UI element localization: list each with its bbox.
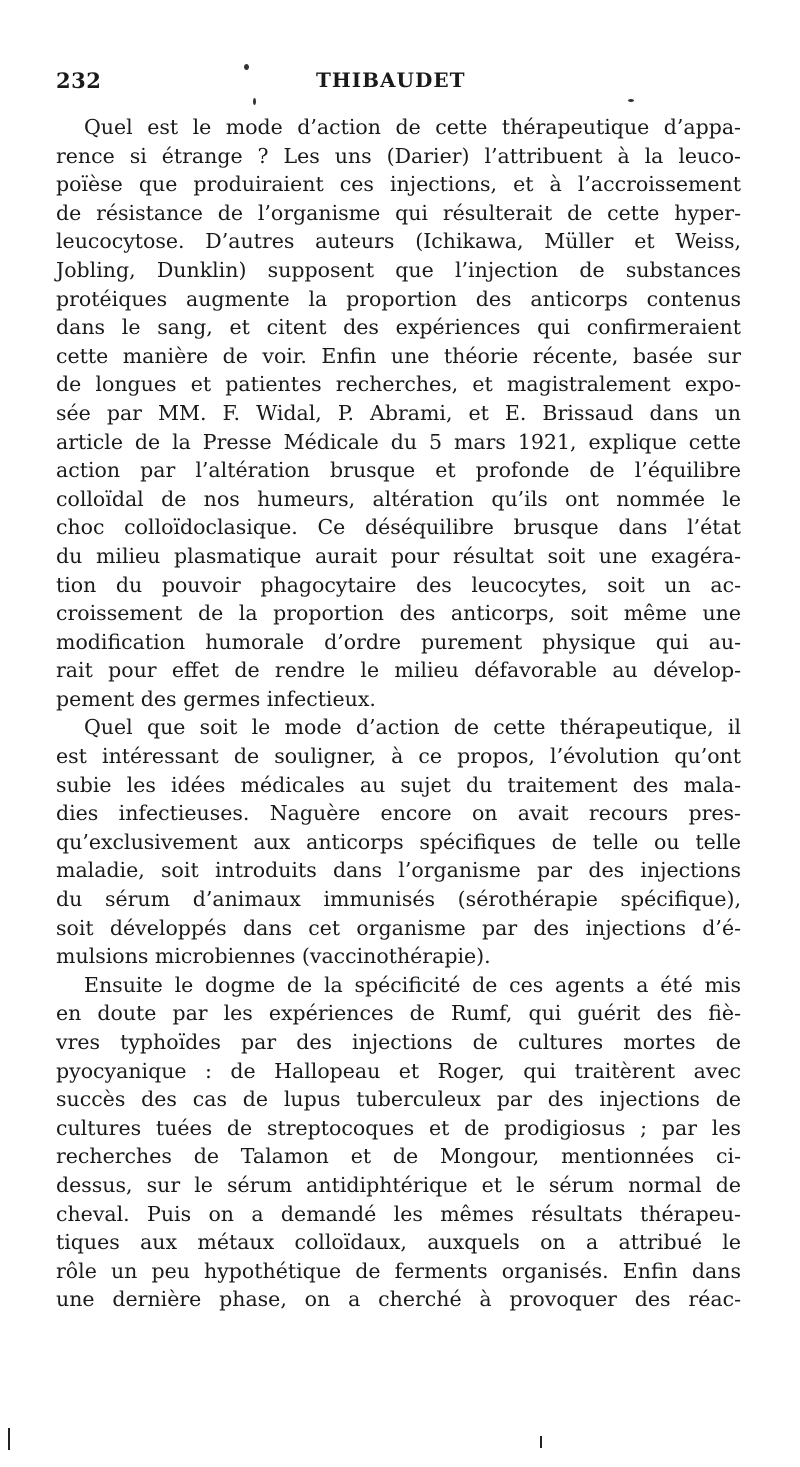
text-line: choc colloïdoclasique. Ce déséquilibre brusque dans l’état [56, 515, 741, 540]
text-line: du milieu plasmatique aurait pour résultat soit une exagéra- [56, 543, 741, 568]
paragraph-2 [56, 713, 741, 970]
text-line: une dernière phase, on a cherché à provoquer des réac- [56, 1287, 741, 1312]
text-line: rence si étrange ? Les uns (Darier) l’attribuent à la leuco- [56, 143, 741, 168]
scan-mark [8, 1428, 10, 1450]
text-line: article de la Presse Médicale du 5 mars 1921, explique cette [56, 429, 741, 454]
text-line: cette manière de voir. Enfin une théorie récente, basée sur [56, 343, 741, 368]
text-line: soit développés dans cet organisme par des injections d’é- [56, 915, 741, 940]
body-text [56, 113, 741, 1314]
text-line: dessus, sur le sérum antidiphtérique et le sérum normal de [56, 1172, 741, 1197]
text-line: pyocyanique : de Hallopeau et Roger, qui traitèrent avec [56, 1058, 741, 1083]
text-line: Jobling, Dunklin) supposent que l’injection de substances [56, 257, 741, 282]
text-line: modification humorale d’ordre purement physique qui au- [56, 629, 741, 654]
text-line: maladie, soit introduits dans l’organisme par des injections [56, 858, 741, 883]
text-line: Quel que soit le mode d’action de cette thérapeutique, il [84, 715, 741, 740]
text-line: rôle un peu hypothétique de ferments organisés. Enfin dans [56, 1258, 741, 1283]
text-line: vres typhoïdes par des injections de cultures mortes de [56, 1030, 741, 1054]
text-line: qu’exclusivement aux anticorps spécifiques de telle ou telle [56, 829, 741, 854]
running-head [56, 68, 740, 100]
running-head-author: THIBAUDET [316, 68, 466, 92]
text-line: tiques aux métaux colloïdaux, auxquels on a attribué le [56, 1230, 741, 1255]
text-line: Quel est le mode d’action de cette thérapeutique d’appa- [84, 115, 741, 139]
text-line: succès des cas de lupus tuberculeux par des injections de [56, 1087, 741, 1112]
text-line: croissement de la proportion des anticorps, soit même une [56, 601, 741, 626]
text-line: colloïdal de nos humeurs, altération qu’ils ont nommée le [56, 486, 741, 511]
text-line: pement des germes infectieux. [56, 686, 376, 711]
text-line: en doute par les expériences de Rumf, qui guérit des fiè- [56, 1001, 741, 1026]
text-line: du sérum d’animaux immunisés (sérothérapie spécifique), [56, 887, 741, 912]
text-line: de longues et patientes recherches, et magistralement expo- [56, 372, 741, 397]
paragraph-1 [56, 113, 741, 713]
scan-speck [253, 98, 256, 105]
text-line: est intéressant de souligner, à ce propos, l’évolution qu’ont [56, 744, 741, 769]
text-line: Ensuite le dogme de la spécificité de ces agents a été mis [84, 972, 741, 997]
scan-speck [244, 64, 249, 70]
text-line: leucocytose. D’autres auteurs (Ichikawa, Müller et Weiss, [56, 229, 741, 254]
page-number: 232 [56, 68, 102, 93]
text-line: action par l’altération brusque et profonde de l’équilibre [56, 458, 741, 483]
scan-mark [540, 1436, 542, 1448]
text-line: tion du pouvoir phagocytaire des leucocytes, soit un ac- [56, 572, 741, 597]
text-line: subie les idées médicales au sujet du traitement des mala- [56, 772, 741, 797]
text-line: poïèse que produiraient ces injections, et à l’accroissement [56, 172, 741, 197]
text-line: recherches de Talamon et de Mongour, mentionnées ci- [56, 1144, 741, 1169]
text-line: mulsions microbiennes (vaccinothérapie). [56, 944, 491, 969]
text-line: de résistance de l’organisme qui résulterait de cette hyper- [56, 200, 741, 225]
text-line: cultures tuées de streptocoques et de prodigiosus ; par les [56, 1115, 741, 1140]
text-line: rait pour effet de rendre le milieu défavorable au dévelop- [56, 658, 741, 683]
text-line: sée par MM. F. Widal, P. Abrami, et E. Brissaud dans un [56, 400, 741, 425]
text-line: dies infectieuses. Naguère encore on avait recours pres- [56, 801, 741, 826]
text-line: dans le sang, et citent des expériences qui confirmeraient [56, 315, 741, 340]
text-line: protéiques augmente la proportion des anticorps contenus [56, 286, 741, 311]
paragraph-3 [56, 971, 741, 1314]
scan-speck [628, 99, 634, 102]
text-line: cheval. Puis on a demandé les mêmes résultats thérapeu- [56, 1201, 741, 1226]
